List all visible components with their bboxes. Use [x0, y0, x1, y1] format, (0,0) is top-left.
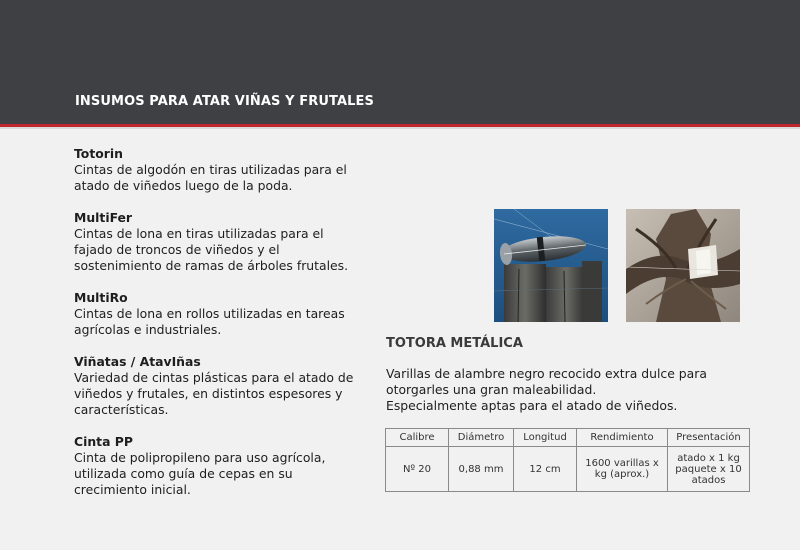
- product-name: MultiFer: [74, 210, 133, 225]
- table-row: [386, 447, 750, 492]
- table-header-cell: Presentación: [668, 429, 750, 447]
- product-list: [74, 146, 364, 514]
- totora-description-line2: Especialmente aptas para el atado de viñedos.: [386, 398, 678, 413]
- table-cell: 1600 varillas x kg (aprox.): [577, 447, 668, 492]
- product-name: Viñatas / AtavIñas: [74, 354, 201, 369]
- product-name: Totorin: [74, 146, 123, 161]
- product-description: Cintas de lona en rollos utilizadas en tareas agrícolas e industriales.: [74, 306, 345, 337]
- table-cell: atado x 1 kg paquete x 10 atados: [668, 447, 750, 492]
- table-header-row: [386, 429, 750, 447]
- product-item: [74, 210, 364, 274]
- product-item: [74, 434, 364, 498]
- product-description: Cinta de polipropileno para uso agrícola, utilizada como guía de cepas en su crecimiento inicial.: [74, 450, 326, 497]
- product-description: Variedad de cintas plásticas para el atado de viñedos y frutales, en distintos espesores y características.: [74, 370, 354, 417]
- product-item: [74, 354, 364, 418]
- page-header: [0, 0, 800, 124]
- product-description: Cintas de algodón en tiras utilizadas para el atado de viñedos luego de la poda.: [74, 162, 347, 193]
- page-title: INSUMOS PARA ATAR VIÑAS Y FRUTALES: [75, 94, 374, 109]
- table-header-cell: Diámetro: [449, 429, 514, 447]
- product-description: Cintas de lona en tiras utilizadas para el fajado de troncos de viñedos y el sostenimiento de ramas de árboles frutales.: [74, 226, 349, 273]
- table-header-cell: Longitud: [514, 429, 577, 447]
- product-name: MultiRo: [74, 290, 128, 305]
- table-header-cell: Rendimiento: [577, 429, 668, 447]
- totora-description-line1: Varillas de alambre negro recocido extra dulce para otorgarles una gran maleabilidad.: [386, 366, 707, 397]
- table-cell: 12 cm: [514, 447, 577, 492]
- totora-title: TOTORA METÁLICA: [386, 336, 523, 351]
- table-header-cell: Calibre: [386, 429, 449, 447]
- table-cell: 0,88 mm: [449, 447, 514, 492]
- product-name: Cinta PP: [74, 434, 133, 449]
- table-cell: Nº 20: [386, 447, 449, 492]
- totora-specs-table: [385, 428, 750, 492]
- product-item: [74, 290, 364, 338]
- wire-bundle-on-post-photo: [494, 209, 608, 322]
- totora-description: [386, 366, 746, 414]
- tied-vine-trunk-photo: [626, 209, 740, 322]
- product-item: [74, 146, 364, 194]
- header-grey-divider: [0, 127, 800, 129]
